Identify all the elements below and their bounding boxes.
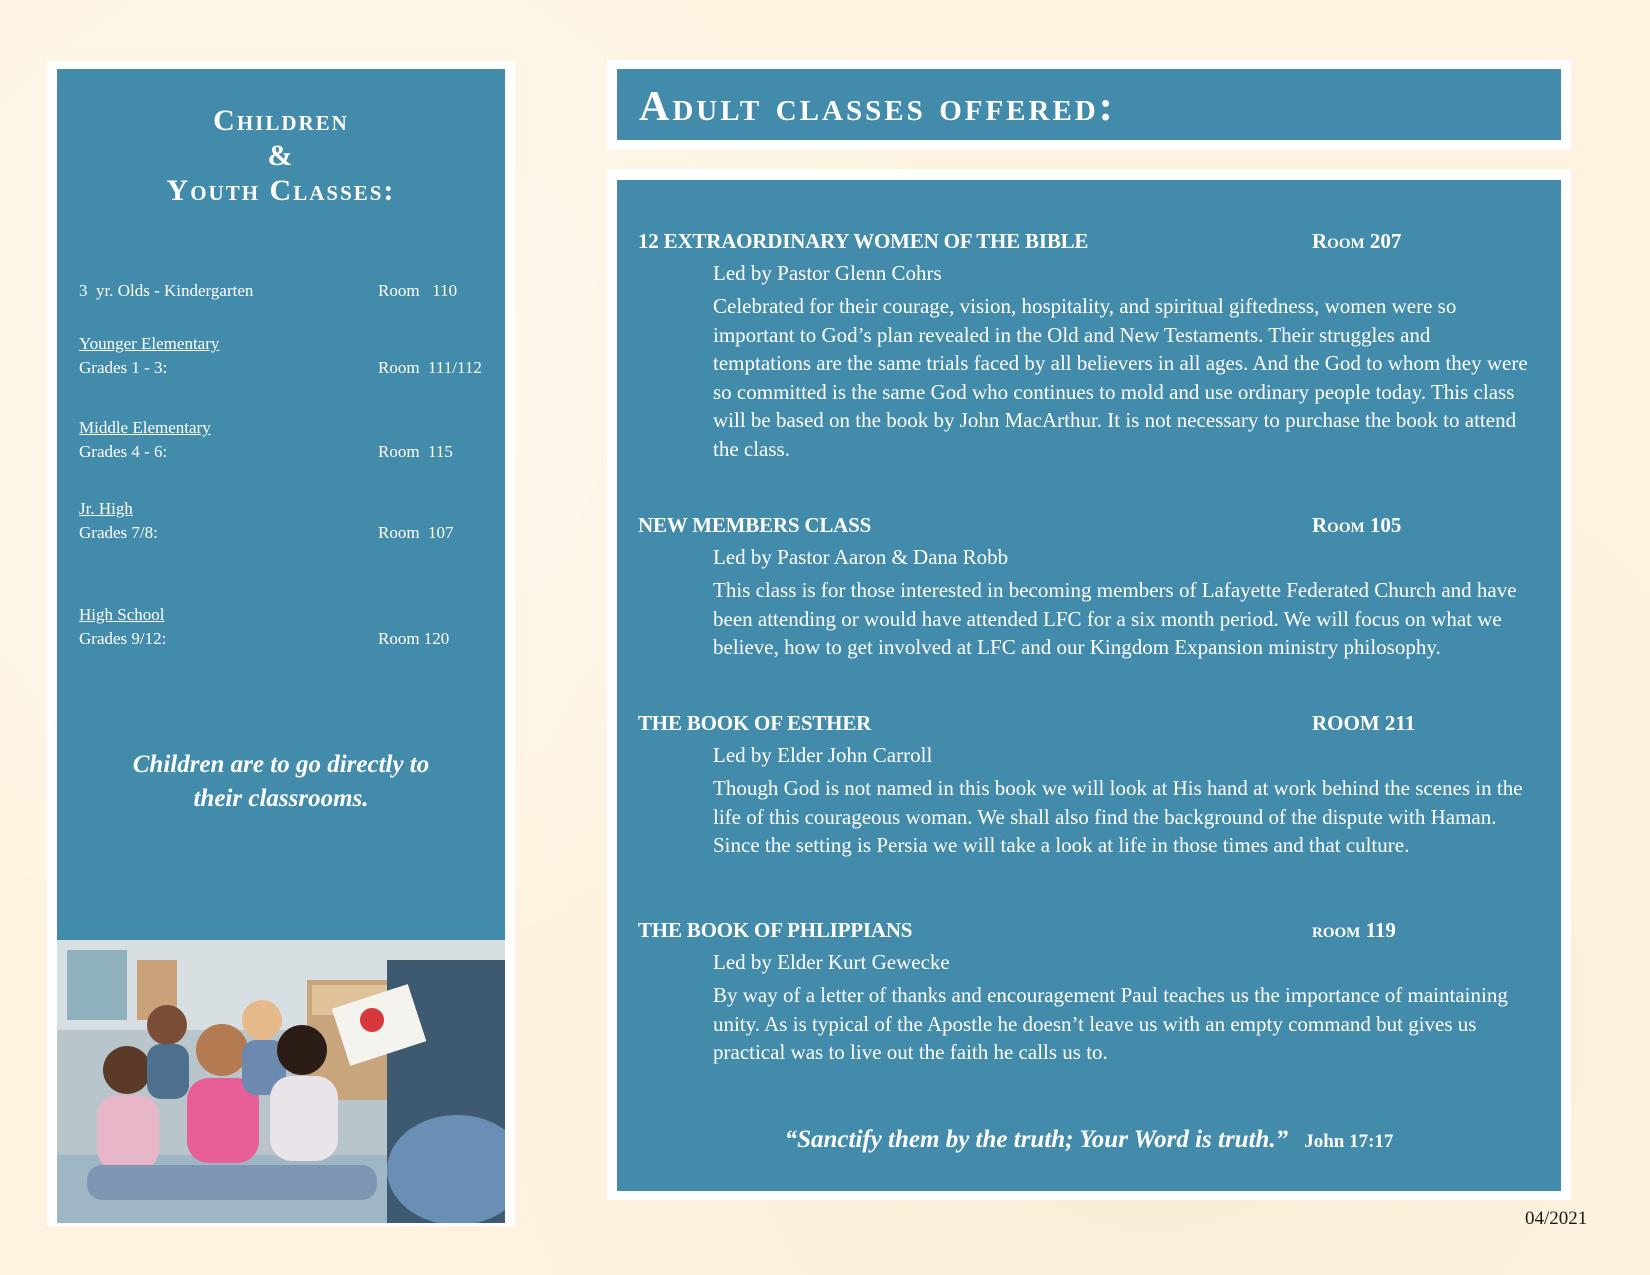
class-category: Middle Elementary: [79, 418, 211, 437]
course-leader: Led by Elder Kurt Gewecke: [713, 950, 950, 974]
course-leader: Led by Elder John Carroll: [713, 743, 933, 767]
course-room: Room 207: [1312, 229, 1402, 253]
class-room: Room 107: [378, 523, 454, 542]
course-room: Room 105: [1312, 513, 1402, 537]
class-grade: Grades 9/12:: [79, 629, 167, 648]
class-row-middle-elementary: [79, 418, 499, 466]
class-grade: 3 yr. Olds - Kindergarten: [79, 281, 254, 300]
course-leader: Led by Pastor Aaron & Dana Robb: [713, 545, 1009, 569]
children-classroom-illustration: [57, 940, 505, 1223]
class-room: Room 111/112: [378, 358, 482, 377]
class-room: Room 110: [378, 281, 458, 300]
course-description: Though God is not named in this book we will look at His hand at work behind the scenes in the life of this courageous woman. We shall also find the background of the dispute with Haman. Since the setting is Persia we will take a look at life in those times and that culture.: [713, 776, 1523, 857]
class-grade: Grades 7/8:: [79, 523, 158, 542]
class-room: Room 120: [378, 629, 450, 648]
scripture-verse: [617, 1126, 1561, 1154]
adult-classes-panel: [617, 180, 1561, 1191]
children-photo: [57, 940, 505, 1223]
class-row-younger-elementary: [79, 334, 499, 382]
class-grade: Grades 1 - 3:: [79, 358, 168, 377]
class-category: High School: [79, 605, 165, 624]
course-description: This class is for those interested in becoming members of Lafayette Federated Church and have been attending or would have attended LFC for a six month period. We will focus on what we believe, how to get involved at LFC and our Kingdom Expansion ministry philosophy.: [713, 578, 1517, 659]
class-category: Jr. High: [79, 499, 133, 518]
children-note: [57, 748, 505, 816]
class-grade: Grades 4 - 6:: [79, 442, 168, 461]
class-category: Younger Elementary: [79, 334, 220, 353]
verse-quote: “Sanctify them by the truth; Your Word is truth.”: [784, 1126, 1289, 1153]
course-description: Celebrated for their courage, vision, hospitality, and spiritual giftedness, women were so important to God’s plan revealed in the Old and New Testaments. Their struggles and temptations are the same trials faced by all believers in all ages. And the God to whom they were so committed is the same God who continues to mold and use ordinary people today. This class will be based on the book by John MacArthur. It is not necessary to purchase the book to attend the class.: [713, 294, 1528, 461]
children-title: [57, 103, 505, 208]
class-row-kindergarten: [79, 281, 499, 305]
class-room: Room 115: [378, 442, 453, 461]
children-classes-panel: [57, 69, 505, 1223]
course-room: ROOM 211: [1312, 711, 1416, 735]
children-title-line: Youth Classes:: [166, 174, 396, 207]
adult-header-panel: [617, 69, 1561, 140]
footer-date: 04/2021: [1525, 1208, 1588, 1229]
class-row-high-school: [79, 605, 499, 653]
children-title-line: Children: [213, 104, 349, 137]
course-description: By way of a letter of thanks and encouragement Paul teaches us the importance of maintaining unity. As is typical of the Apostle he doesn’t leave us with an empty command but gives us practical was to live out the faith he calls us to.: [713, 983, 1508, 1064]
children-note-line: their classrooms.: [193, 785, 369, 812]
children-title-line: &: [267, 139, 295, 172]
class-row-jr-high: [79, 499, 499, 547]
course-title: NEW MEMBERS CLASS: [638, 513, 872, 537]
course-title: THE BOOK OF PHLIPPIANS: [638, 918, 913, 942]
course-title: 12 EXTRAORDINARY WOMEN OF THE BIBLE: [638, 229, 1089, 253]
course-title: THE BOOK OF ESTHER: [638, 711, 872, 735]
course-leader: Led by Pastor Glenn Cohrs: [713, 261, 942, 285]
course-room: room 119: [1312, 918, 1396, 942]
adult-title: Adult classes offered:: [639, 84, 1116, 130]
verse-reference: John 17:17: [1304, 1131, 1394, 1152]
children-note-line: Children are to go directly to: [132, 751, 430, 778]
